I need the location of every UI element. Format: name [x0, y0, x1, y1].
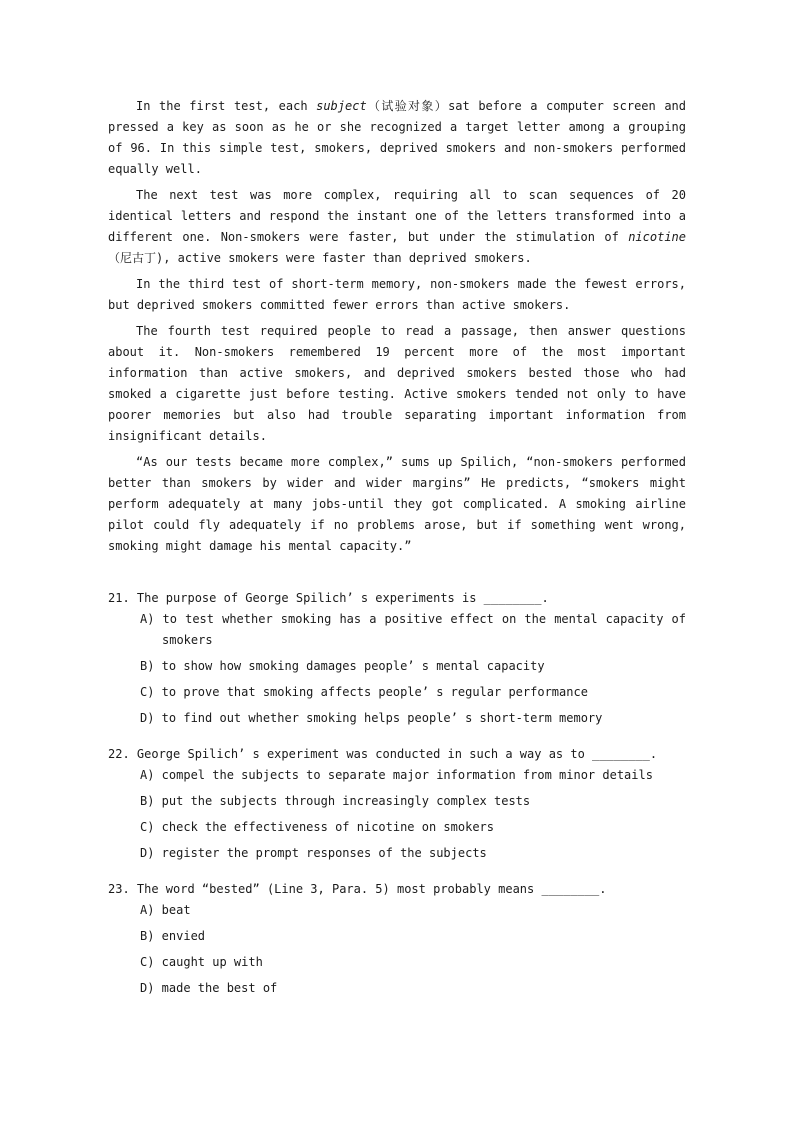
question-21 — [108, 588, 686, 729]
answer-options — [108, 765, 686, 864]
passage-paragraph-1: In the first test, each subject（试验对象）sat before a computer screen and pressed a key as soon as he or she recognized a target letter among a grouping of 96. In this simple test, smokers, deprived smokers and non-smokers performed equally well. — [108, 99, 686, 176]
option-b[interactable]: B) envied — [140, 929, 206, 943]
question-stem: 23. The word “bested” (Line 3, Para. 5) most probably means ________. — [108, 882, 607, 896]
term-subject: subject — [316, 99, 367, 113]
document-page — [108, 96, 686, 1004]
option-d[interactable]: D) made the best of — [140, 981, 278, 995]
question-22 — [108, 744, 686, 864]
passage-paragraph-3: In the third test of short-term memory, non-smokers made the fewest errors, but deprived smokers committed fewer errors than active smokers. — [108, 277, 686, 312]
option-c[interactable]: C) to prove that smoking affects people’ s regular performance — [140, 685, 588, 699]
passage-paragraph-4: The fourth test required people to read a passage, then answer questions about it. Non-smokers remembered 19 percent more of the most important information than active smokers, and deprived smokers bested those who had smoked a cigarette just before testing. Active smokers tended not only to have poorer memories but also had trouble separating important information from insignificant details. — [108, 324, 686, 443]
question-stem: 22. George Spilich’ s experiment was conducted in such a way as to ________. — [108, 747, 658, 761]
reading-passage — [108, 96, 686, 557]
option-a[interactable]: A) beat — [140, 903, 191, 917]
option-a[interactable]: A) to test whether smoking has a positive effect on the mental capacity of smokers — [140, 612, 686, 647]
option-c[interactable]: C) check the effectiveness of nicotine on smokers — [140, 820, 495, 834]
question-stem: 21. The purpose of George Spilich’ s experiments is ________. — [108, 591, 549, 605]
term-nicotine: nicotine — [628, 230, 686, 244]
option-b[interactable]: B) to show how smoking damages people’ s mental capacity — [140, 659, 545, 673]
option-c[interactable]: C) caught up with — [140, 955, 263, 969]
option-b[interactable]: B) put the subjects through increasingly complex tests — [140, 794, 531, 808]
option-d[interactable]: D) to find out whether smoking helps people’ s short-term memory — [140, 711, 603, 725]
answer-options — [108, 900, 686, 999]
answer-options — [108, 609, 686, 729]
passage-paragraph-5: “As our tests became more complex,” sums up Spilich, “non-smokers performed better than smokers by wider and wider margins” He predicts, “smokers might perform adequately at many jobs-until they got complicated. A smoking airline pilot could fly adequately if no problems arose, but if something went wrong, smoking might damage his mental capacity.” — [108, 455, 686, 553]
passage-paragraph-2: The next test was more complex, requiring all to scan sequences of 20 identical letters and respond the instant one of the letters transformed into a different one. Non-smokers were faster, but under the stimulation of nicotine（尼古丁), active smokers were faster than deprived smokers. — [108, 188, 686, 265]
option-d[interactable]: D) register the prompt responses of the subjects — [140, 846, 487, 860]
option-a[interactable]: A) compel the subjects to separate major information from minor details — [140, 768, 653, 782]
question-23 — [108, 879, 686, 999]
